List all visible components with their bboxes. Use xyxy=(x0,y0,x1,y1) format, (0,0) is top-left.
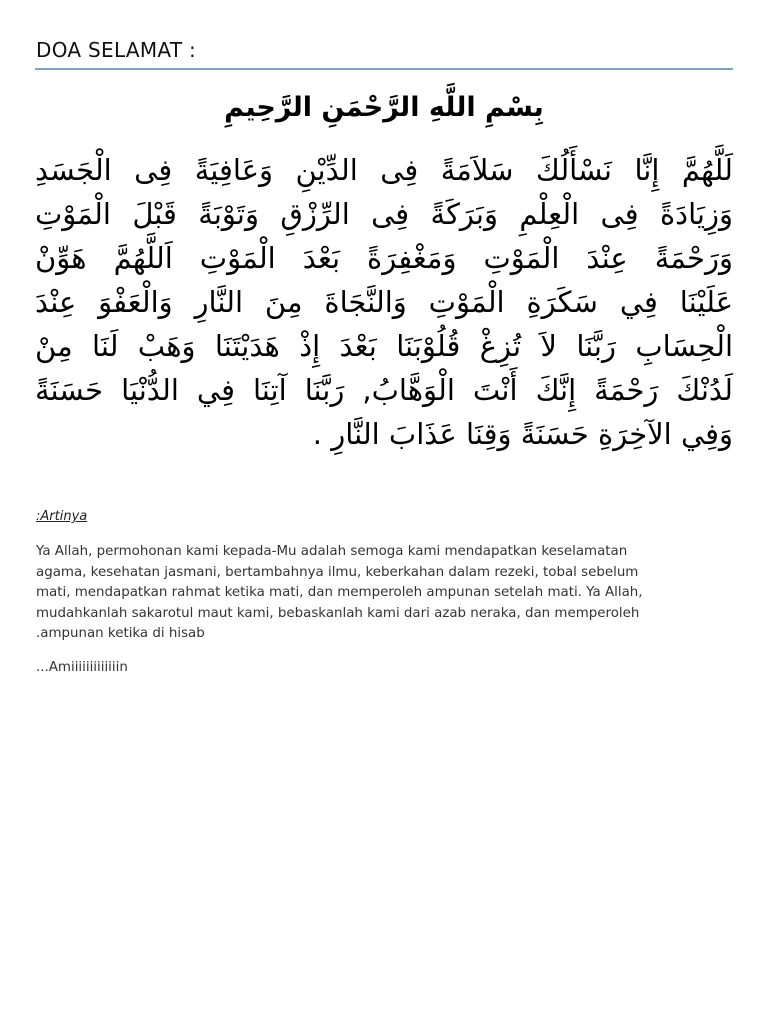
translation-label: :Artinya xyxy=(36,509,88,524)
arabic-line: لَلَّهُمَّ إِنَّا نَسْأَلُكَ سَلاَمَةً فِى الدِّيْنِ وَعَافِيَةً فِى الْجَسَدِ xyxy=(35,153,733,187)
closing-amin: ...Amiiiiiiiiiiiiin xyxy=(36,660,128,675)
arabic-line: وَزِيَادَةً فِى الْعِلْمِ وَبَرَكَةً فِى الرِّزْقِ وَتَوْبَةً قَبْلَ الْمَوْتِ xyxy=(35,197,733,231)
arabic-prayer-text xyxy=(35,148,733,456)
arabic-line: لَدُنْكَ رَحْمَةً إِنَّكَ أَنْتَ الْوَهَّابُ, رَبَّنَا آتِنَا فِي الدُّنْيَا حَسَنَةً xyxy=(35,373,733,407)
translation-line: mati, mendapatkan rahmat ketika mati, dan memperoleh ampunan setelah mati. Ya Allah, xyxy=(36,585,643,600)
document-title: DOA SELAMAT : xyxy=(36,38,197,62)
basmala-heading: بِسْمِ اللَّهِ الرَّحْمَنِ الرَّحِيمِ xyxy=(224,92,544,123)
translation-line: .ampunan ketika di hisab xyxy=(36,626,205,641)
translation-line: agama, kesehatan jasmani, bertambahnya ilmu, keberkahan dalam rezeki, tobal sebelum xyxy=(36,564,639,580)
arabic-line: وَرَحْمَةً عِنْدَ الْمَوْتِ وَمَغْفِرَةً بَعْدَ الْمَوْتِ اَللَّهُمَّ هَوِّنْ xyxy=(35,241,733,275)
arabic-line: وَفِي الآخِرَةِ حَسَنَةً وَقِنَا عَذَابَ النَّارِ . xyxy=(312,417,733,451)
translation-paragraph xyxy=(36,542,726,645)
title-underline-divider xyxy=(35,68,733,70)
translation-line: mudahkanlah sakarotul maut kami, bebaskanlah kami dari azab neraka, dan memperoleh xyxy=(36,605,640,621)
translation-line: Ya Allah, permohonan kami kepada-Mu adalah semoga kami mendapatkan keselamatan xyxy=(36,544,628,559)
arabic-line: عَلَيْنَا فِي سَكَرَةِ الْمَوْتِ وَالنَّجَاةَ مِنَ النَّارِ وَالْعَفْوَ عِنْدَ xyxy=(35,285,733,319)
arabic-line: الْحِسَابِ رَبَّنَا لاَ تُزِغْ قُلُوْبَنَا بَعْدَ إِذْ هَدَيْتَنَا وَهَبْ لَنَا مِنْ xyxy=(35,329,733,363)
